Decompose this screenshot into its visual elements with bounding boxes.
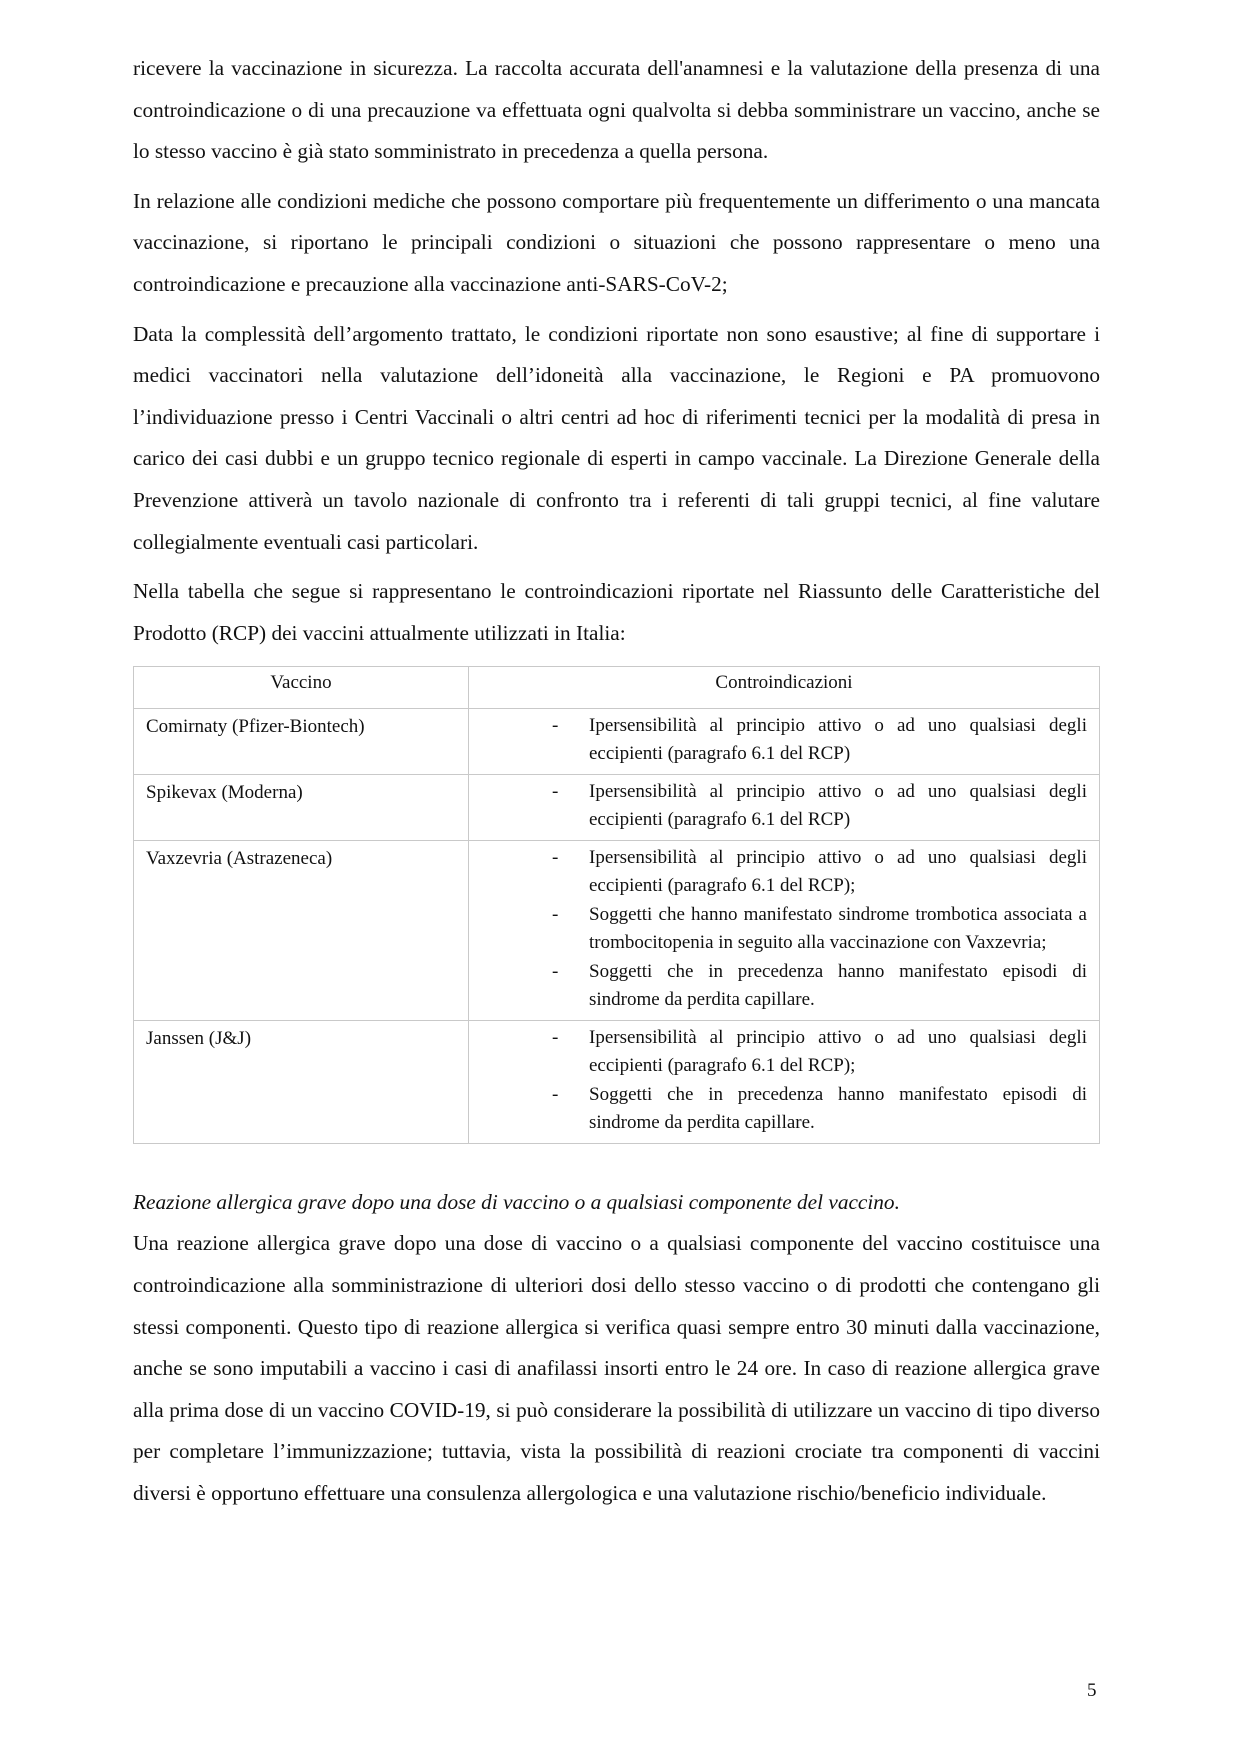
paragraph-table-intro: Nella tabella che segue si rappresentano le controindicazioni riportate nel Riassunto delle Caratteristiche del Prodotto (RCP) dei vaccini attualmente utilizzati in Italia: <box>133 579 1100 645</box>
page-number: 5 <box>1087 1680 1097 1701</box>
contraindication-text: Ipersensibilità al principio attivo o ad uno qualsiasi degli eccipienti (paragrafo 6.1 del RCP) <box>589 714 1087 765</box>
dash-bullet: - <box>552 846 559 868</box>
list-item <box>481 844 1087 901</box>
contraindication-list <box>481 712 1087 769</box>
contraindication-list <box>481 844 1087 1015</box>
contraindication-text: Soggetti che hanno manifestato sindrome trombotica associata a trombocitopenia in seguito alla vaccinazione con Vaxzevria; <box>589 903 1087 954</box>
contraindication-list <box>481 1024 1087 1138</box>
table-row <box>134 774 1100 840</box>
contraindications-table <box>133 666 1100 1144</box>
dash-bullet: - <box>552 1026 559 1048</box>
paragraph-safety: ricevere la vaccinazione in sicurezza. La raccolta accurata dell'anamnesi e la valutazione della presenza di una controindicazione o di una precauzione va effettuata ogni qualvolta si debba somministrare un vaccino, anche se lo stesso vaccino è già stato somministrato in precedenza a quella persona. <box>133 56 1100 164</box>
table-row <box>134 1020 1100 1143</box>
header-vaccino: Vaccino <box>134 667 469 709</box>
vaccine-name: Comirnaty (Pfizer-Biontech) <box>134 708 469 774</box>
vaccine-name: Janssen (J&J) <box>134 1020 469 1143</box>
section-heading: Reazione allergica grave dopo una dose di vaccino o a qualsiasi componente del vaccino. <box>133 1189 900 1214</box>
contraindication-text: Ipersensibilità al principio attivo o ad uno qualsiasi degli eccipienti (paragrafo 6.1 del RCP); <box>589 1026 1087 1077</box>
list-item <box>481 1081 1087 1138</box>
contraindication-list <box>481 778 1087 835</box>
vaccine-name: Vaxzevria (Astrazeneca) <box>134 840 469 1020</box>
table-row <box>134 840 1100 1020</box>
paragraph-conditions: In relazione alle condizioni mediche che possono comportare più frequentemente un differimento o una mancata vaccinazione, si riportano le principali condizioni o situazioni che possono rappresentare o meno una controindicazione e precauzione alla vaccinazione anti-SARS-CoV-2; <box>133 188 1100 296</box>
list-item <box>481 712 1087 769</box>
contraindication-cell <box>469 708 1100 774</box>
list-item <box>481 901 1087 958</box>
list-item <box>481 958 1087 1015</box>
dash-bullet: - <box>552 780 559 802</box>
contraindication-text: Ipersensibilità al principio attivo o ad uno qualsiasi degli eccipienti (paragrafo 6.1 del RCP) <box>589 780 1087 831</box>
document-page <box>133 48 1100 1523</box>
table-header-row <box>134 667 1100 709</box>
dash-bullet: - <box>552 903 559 925</box>
paragraph-complexity: Data la complessità dell’argomento trattato, le condizioni riportate non sono esaustive; al fine di supportare i medici vaccinatori nella valutazione dell’idoneità alla vaccinazione, le Regioni e PA promuovono l’individuazione presso i Centri Vaccinali o altri centri ad hoc di riferimenti tecnici per la modalità di presa in carico dei casi dubbi e un gruppo tecnico regionale di esperti in campo vaccinale. La Direzione Generale della Prevenzione attiverà un tavolo nazionale di confronto tra i referenti di tali gruppi tecnici, al fine valutare collegialmente eventuali casi particolari. <box>133 321 1100 554</box>
contraindication-cell <box>469 1020 1100 1143</box>
contraindication-text: Soggetti che in precedenza hanno manifestato episodi di sindrome da perdita capillare. <box>589 1083 1087 1134</box>
vaccine-name: Spikevax (Moderna) <box>134 774 469 840</box>
contraindication-cell <box>469 840 1100 1020</box>
contraindication-text: Ipersensibilità al principio attivo o ad uno qualsiasi degli eccipienti (paragrafo 6.1 del RCP); <box>589 846 1087 897</box>
dash-bullet: - <box>552 714 559 736</box>
table-row <box>134 708 1100 774</box>
list-item <box>481 778 1087 835</box>
list-item <box>481 1024 1087 1081</box>
contraindication-text: Soggetti che in precedenza hanno manifestato episodi di sindrome da perdita capillare. <box>589 960 1087 1011</box>
dash-bullet: - <box>552 1083 559 1105</box>
paragraph-allergic-reaction: Una reazione allergica grave dopo una dose di vaccino o a qualsiasi componente del vaccino costituisce una controindicazione alla somministrazione di ulteriori dosi dello stesso vaccino o di prodotti che contengano gli stessi componenti. Questo tipo di reazione allergica si verifica quasi sempre entro 30 minuti dalla vaccinazione, anche se sono imputabili a vaccino i casi di anafilassi insorti entro le 24 ore. In caso di reazione allergica grave alla prima dose di un vaccino COVID-19, si può considerare la possibilità di utilizzare un vaccino di tipo diverso per completare l’immunizzazione; tuttavia, vista la possibilità di reazioni crociate tra componenti di vaccini diversi è opportuno effettuare una consulenza allergologica e una valutazione rischio/beneficio individuale. <box>133 1231 1100 1505</box>
contraindication-cell <box>469 774 1100 840</box>
header-controindicazioni: Controindicazioni <box>469 667 1100 709</box>
dash-bullet: - <box>552 960 559 982</box>
